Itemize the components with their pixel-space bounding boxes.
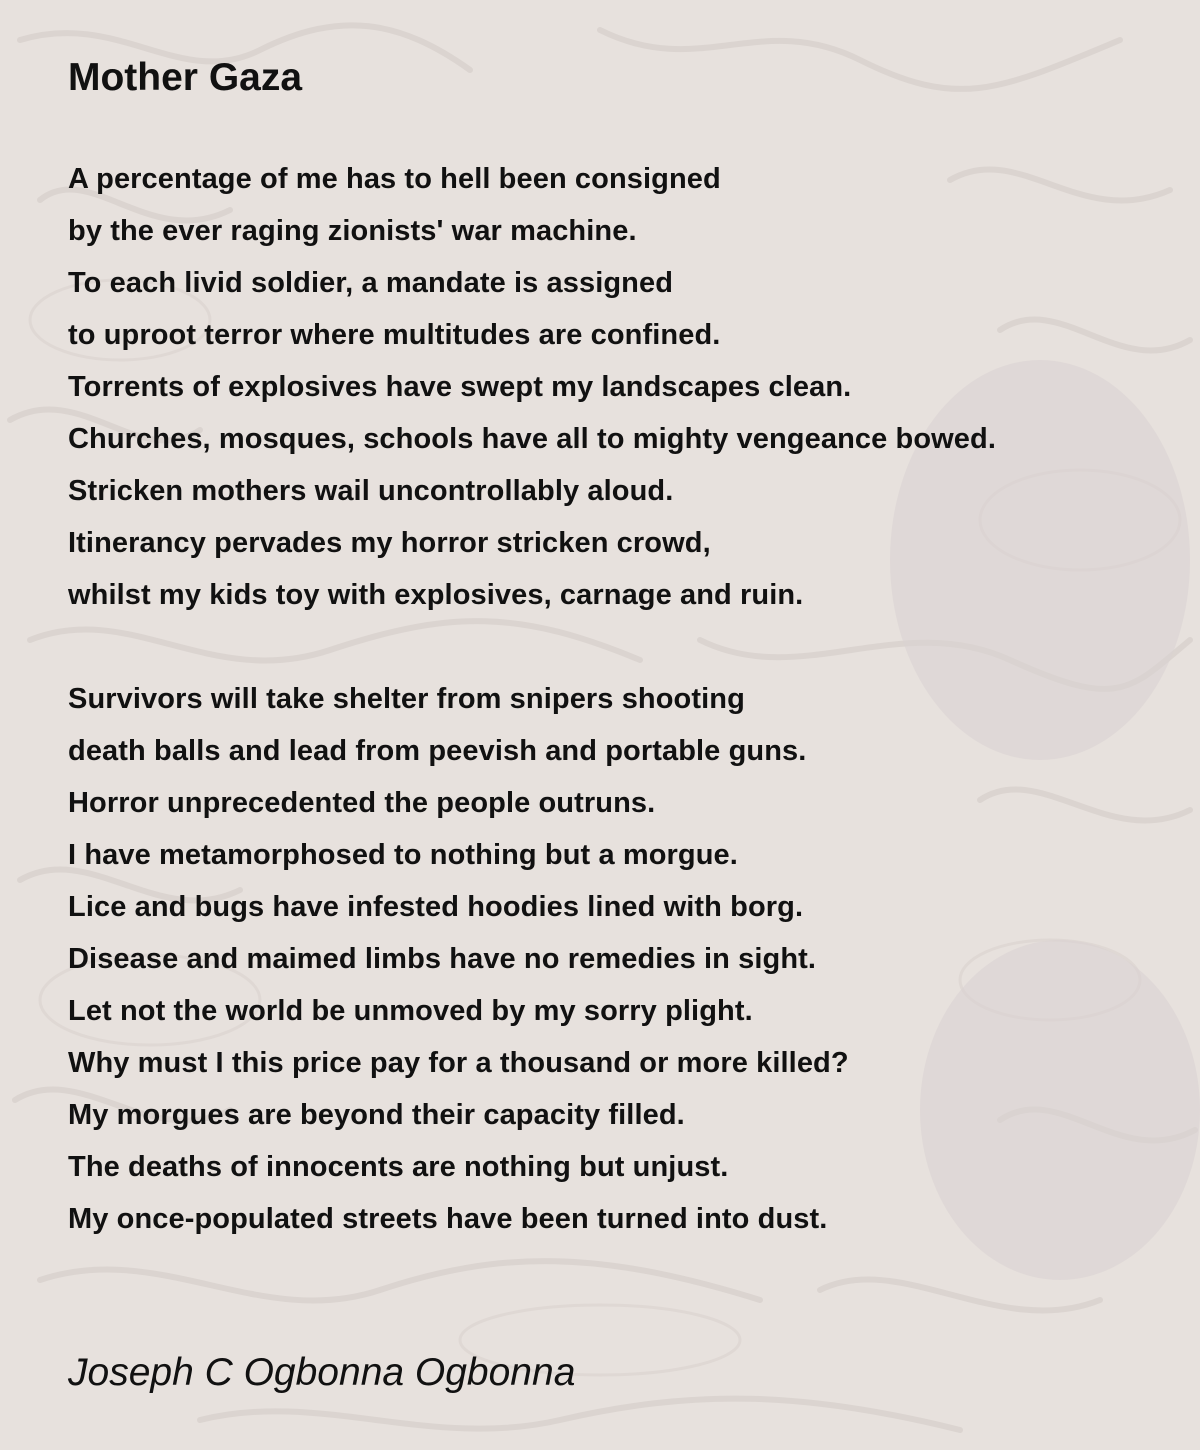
- poem-line: A percentage of me has to hell been consigned: [68, 163, 721, 195]
- poem-line: Stricken mothers wail uncontrollably aloud.: [68, 475, 674, 507]
- poem-author: Joseph C Ogbonna Ogbonna: [68, 1351, 576, 1394]
- poem-line: Why must I this price pay for a thousand or more killed?: [68, 1047, 849, 1079]
- poem-line: Lice and bugs have infested hoodies lined with borg.: [68, 891, 804, 923]
- poem-line: Disease and maimed limbs have no remedies in sight.: [68, 943, 817, 975]
- poem-line: Churches, mosques, schools have all to mighty vengeance bowed.: [68, 423, 996, 455]
- poem-line: Itinerancy pervades my horror stricken crowd,: [68, 527, 711, 559]
- poem-line: Torrents of explosives have swept my landscapes clean.: [68, 371, 852, 403]
- stanza-2: [68, 673, 849, 1245]
- poem-title: Mother Gaza: [68, 56, 303, 99]
- poem-line: My once-populated streets have been turned into dust.: [68, 1203, 828, 1235]
- poem-line: Horror unprecedented the people outruns.: [68, 787, 656, 819]
- poem-line: The deaths of innocents are nothing but unjust.: [68, 1151, 729, 1183]
- poem-line: To each livid soldier, a mandate is assigned: [68, 267, 674, 299]
- poem-line: My morgues are beyond their capacity filled.: [68, 1099, 685, 1131]
- poem-line: death balls and lead from peevish and portable guns.: [68, 735, 807, 767]
- poem-line: whilst my kids toy with explosives, carnage and ruin.: [68, 579, 804, 611]
- poem-line: by the ever raging zionists' war machine.: [68, 215, 637, 247]
- poem-line: Let not the world be unmoved by my sorry plight.: [68, 995, 753, 1027]
- poem-line: Survivors will take shelter from snipers shooting: [68, 683, 745, 715]
- stanza-1: [68, 153, 996, 621]
- poem-line: to uproot terror where multitudes are confined.: [68, 319, 721, 351]
- poem-line: I have metamorphosed to nothing but a morgue.: [68, 839, 738, 871]
